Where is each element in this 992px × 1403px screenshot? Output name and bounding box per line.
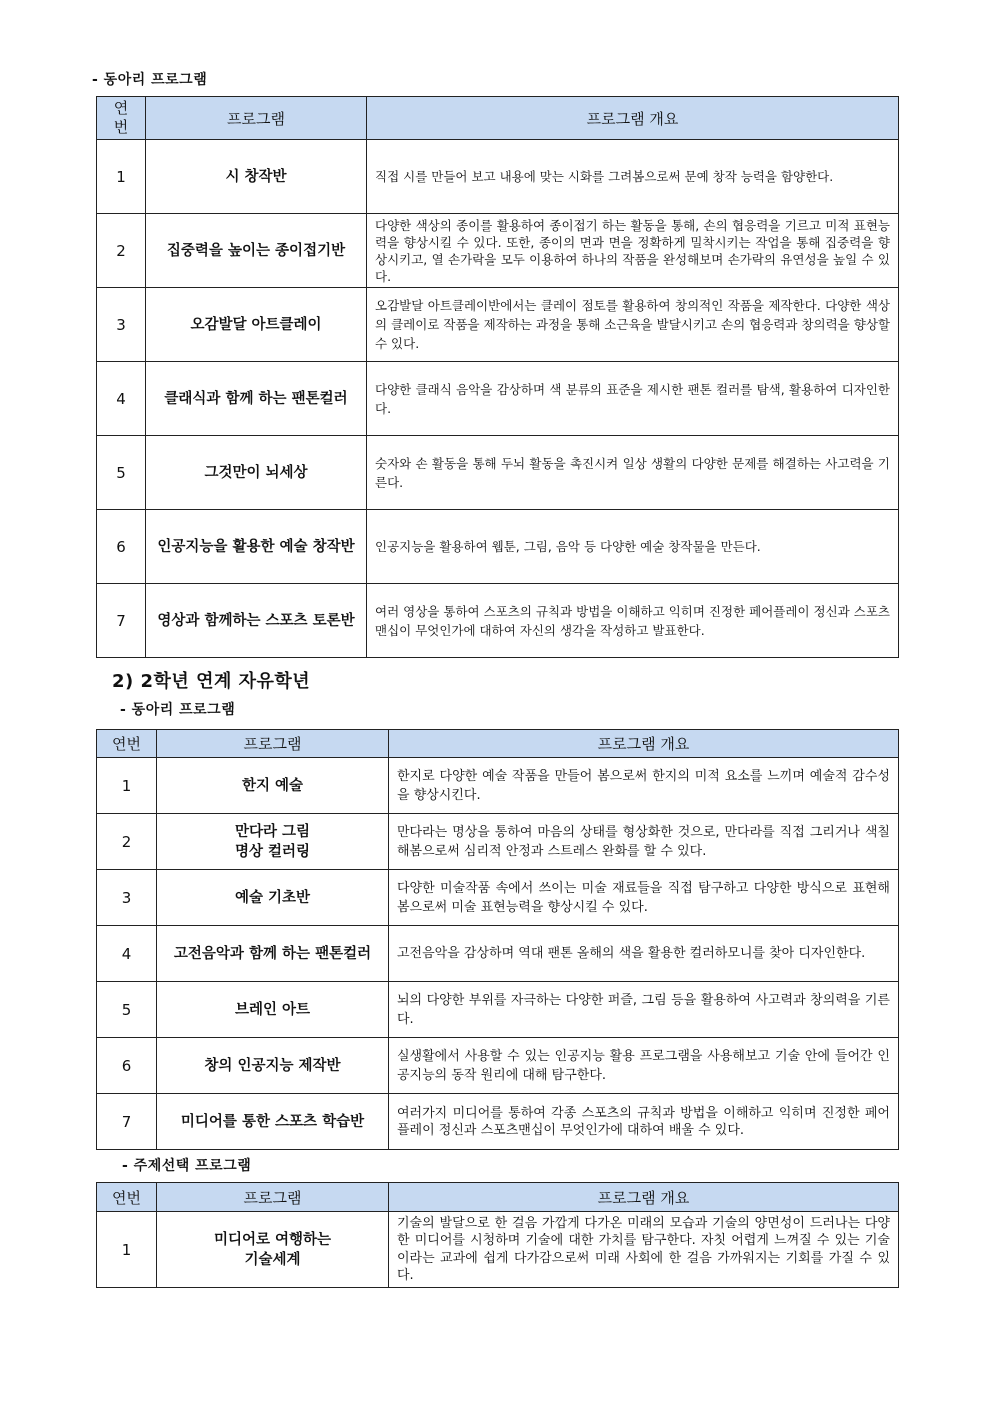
row-number: 3	[97, 288, 146, 362]
row-number: 1	[97, 1212, 157, 1288]
table-row	[97, 510, 899, 584]
row-number: 2	[97, 814, 157, 870]
program-name: 창의 인공지능 제작반	[157, 1038, 389, 1094]
table-row	[97, 436, 899, 510]
table-row	[97, 214, 899, 288]
row-number: 7	[97, 1094, 157, 1150]
table-row	[97, 758, 899, 814]
table-row	[97, 870, 899, 926]
program-name: 미디어를 통한 스포츠 학습반	[157, 1094, 389, 1150]
program-name: 클래식과 함께 하는 팬톤컬러	[146, 362, 367, 436]
row-number: 6	[97, 510, 146, 584]
program-description: 실생활에서 사용할 수 있는 인공지능 활용 프로그램을 사용해보고 기술 안에 들어간 인공지능의 동작 원리에 대해 탐구한다.	[389, 1038, 899, 1094]
program-description: 오감발달 아트클레이반에서는 클레이 점토를 활용하여 창의적인 작품을 제작한다. 다양한 색상의 클레이로 작품을 제작하는 과정을 통해 소근육을 발달시키고 손의 협응력과 창의력을 향상할 수 있다.	[367, 288, 899, 362]
program-description: 다양한 미술작품 속에서 쓰이는 미술 재료들을 직접 탐구하고 다양한 방식으로 표현해 봄으로써 미술 표현능력을 향상시킬 수 있다.	[389, 870, 899, 926]
table-header-row	[97, 730, 899, 758]
header-number: 연번	[97, 1183, 157, 1212]
program-description: 한지로 다양한 예술 작품을 만들어 봄으로써 한지의 미적 요소를 느끼며 예술적 감수성을 향상시킨다.	[389, 758, 899, 814]
row-number: 1	[97, 140, 146, 214]
table-row	[97, 926, 899, 982]
row-number: 4	[97, 362, 146, 436]
row-number: 5	[97, 436, 146, 510]
program-description: 기술의 발달으로 한 걸음 가깝게 다가온 미래의 모습과 기술의 양면성이 드러나는 다양한 미디어를 시청하며 기술에 대한 가치를 탐구한다. 자칫 어렵게 느껴질 수 있는 기술이라는 교과에 쉽게 다가감으로써 미래 사회에 한 걸음 가까워지는 기회를 가질 수 있다.	[389, 1212, 899, 1288]
program-description: 여러 영상을 통하여 스포츠의 규칙과 방법을 이해하고 익히며 진정한 페어플레이 정신과 스포츠맨십이 무엇인가에 대하여 자신의 생각을 작성하고 발표한다.	[367, 584, 899, 658]
topic-program-label: - 주제선택 프로그램	[122, 1158, 252, 1174]
table-row	[97, 1212, 899, 1288]
header-number: 연 번	[97, 97, 146, 140]
program-description: 다양한 클래식 음악을 감상하며 색 분류의 표준을 제시한 팬톤 컬러를 탐색, 활용하여 디자인한다.	[367, 362, 899, 436]
table-row	[97, 140, 899, 214]
program-description: 인공지능을 활용하여 웹툰, 그림, 음악 등 다양한 예술 창작물을 만든다.	[367, 510, 899, 584]
table-row	[97, 814, 899, 870]
program-name: 한지 예술	[157, 758, 389, 814]
header-program: 프로그램	[157, 1183, 389, 1212]
row-number: 6	[97, 1038, 157, 1094]
table-row	[97, 1038, 899, 1094]
table-header-row	[97, 97, 899, 140]
table-row	[97, 584, 899, 658]
topic-program-table	[96, 1182, 899, 1288]
table-row	[97, 362, 899, 436]
header-program: 프로그램	[146, 97, 367, 140]
program-description: 숫자와 손 활동을 통해 두뇌 활동을 촉진시켜 일상 생활의 다양한 문제를 해결하는 사고력을 기른다.	[367, 436, 899, 510]
program-description: 뇌의 다양한 부위를 자극하는 다양한 퍼즐, 그림 등을 활용하여 사고력과 창의력을 기른다.	[389, 982, 899, 1038]
row-number: 4	[97, 926, 157, 982]
table-row	[97, 982, 899, 1038]
table-header-row	[97, 1183, 899, 1212]
program-description: 직접 시를 만들어 보고 내용에 맞는 시화를 그려봄으로써 문예 창작 능력을 함양한다.	[367, 140, 899, 214]
club-program-label-2: - 동아리 프로그램	[120, 702, 236, 718]
section-title-grade2: 2) 2학년 연계 자유학년	[112, 671, 311, 692]
header-overview: 프로그램 개요	[389, 730, 899, 758]
program-name: 만다라 그림 명상 컬러링	[157, 814, 389, 870]
program-name: 미디어로 여행하는 기술세계	[157, 1212, 389, 1288]
program-name: 영상과 함께하는 스포츠 토론반	[146, 584, 367, 658]
program-name: 브레인 아트	[157, 982, 389, 1038]
program-description: 고전음악을 감상하며 역대 팬톤 올해의 색을 활용한 컬러하모니를 찾아 디자인한다.	[389, 926, 899, 982]
row-number: 2	[97, 214, 146, 288]
program-name: 오감발달 아트클레이	[146, 288, 367, 362]
header-program: 프로그램	[157, 730, 389, 758]
program-name: 집중력을 높이는 종이접기반	[146, 214, 367, 288]
club-program-table-1	[96, 96, 899, 658]
program-name: 시 창작반	[146, 140, 367, 214]
row-number: 5	[97, 982, 157, 1038]
header-number: 연번	[97, 730, 157, 758]
program-name: 인공지능을 활용한 예술 창작반	[146, 510, 367, 584]
row-number: 3	[97, 870, 157, 926]
program-description: 여러가지 미디어를 통하여 각종 스포츠의 규칙과 방법을 이해하고 익히며 진정한 페어플레이 정신과 스포츠맨십이 무엇인가에 대하여 배울 수 있다.	[389, 1094, 899, 1150]
row-number: 7	[97, 584, 146, 658]
program-name: 예술 기초반	[157, 870, 389, 926]
row-number: 1	[97, 758, 157, 814]
program-description: 다양한 색상의 종이를 활용하여 종이접기 하는 활동을 통해, 손의 협응력을 기르고 미적 표현능력을 향상시킬 수 있다. 또한, 종이의 면과 면을 정확하게 밀착시키는 작업을 통해 집중력을 향상시키고, 열 손가락을 모두 이용하여 하나의 작품을 완성해보며 손가락의 유연성을 높일 수 있다.	[367, 214, 899, 288]
table-row	[97, 1094, 899, 1150]
table-row	[97, 288, 899, 362]
header-overview: 프로그램 개요	[389, 1183, 899, 1212]
program-description: 만다라는 명상을 통하여 마음의 상태를 형상화한 것으로, 만다라를 직접 그리거나 색칠해봄으로써 심리적 안정과 스트레스 완화를 할 수 있다.	[389, 814, 899, 870]
program-name: 그것만이 뇌세상	[146, 436, 367, 510]
club-program-table-2	[96, 729, 899, 1150]
club-program-label-1: - 동아리 프로그램	[92, 72, 208, 88]
header-overview: 프로그램 개요	[367, 97, 899, 140]
program-name: 고전음악과 함께 하는 팬톤컬러	[157, 926, 389, 982]
